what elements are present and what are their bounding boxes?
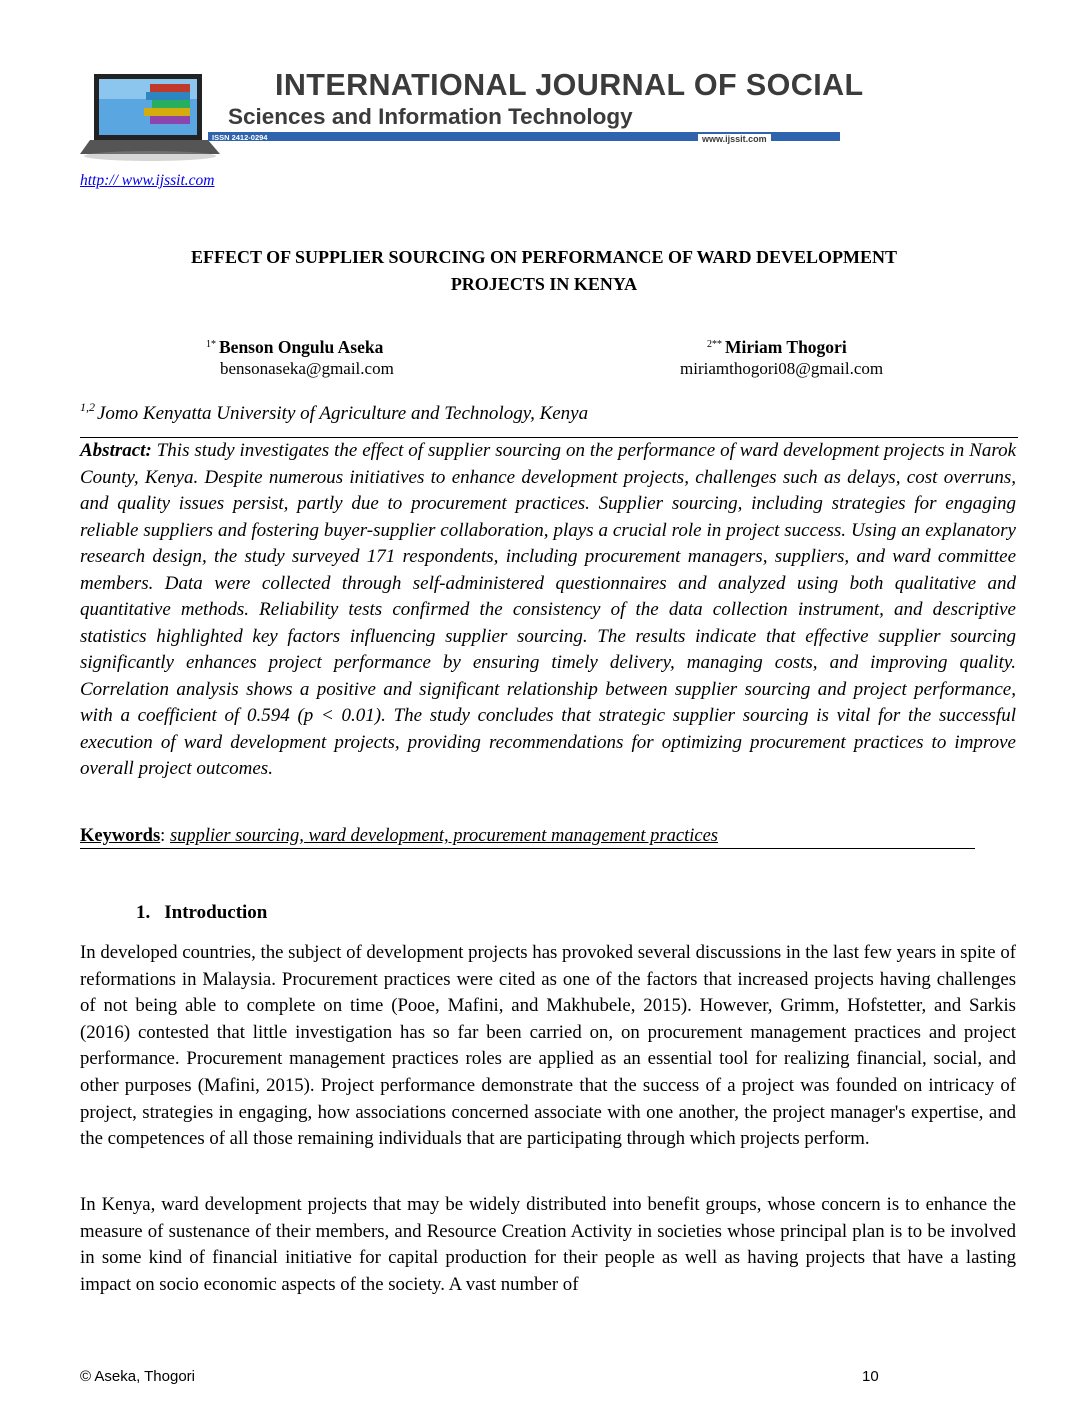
journal-site-link[interactable]: http:// www.ijssit.com	[80, 172, 215, 189]
abstract-text: This study investigates the effect of supplier sourcing on the performance of ward development projects in Narok County, Kenya. Despite numerous initiatives to enhance development projects, challenges such as delays, cost overruns, and quality issues persist, partly due to procurement practices. Supplier sourcing, including strategies for engaging reliable suppliers and fostering buyer-supplier collaboration, plays a crucial role in project success. Using an explanatory research design, the study surveyed 171 respondents, including procurement managers, suppliers, and ward committee members. Data were collected through self-administered questionnaires and analyzed using both qualitative and quantitative methods. Reliability tests confirmed the consistency of the data collection instrument, and descriptive statistics highlighted key factors influencing supplier sourcing. The results indicate that effective supplier sourcing significantly enhances project performance by ensuring timely delivery, managing costs, and improving quality. Correlation analysis shows a positive and significant relationship between supplier sourcing and project performance, with a coefficient of 0.594 (p < 0.01). The study concludes that strategic supplier sourcing is vital for the successful execution of ward development projects, providing recommendations for optimizing procurement practices to improve overall project outcomes.	[80, 440, 1016, 779]
footer-page-number: 10	[862, 1368, 879, 1385]
author-1-email: bensonaseka@gmail.com	[220, 359, 394, 378]
section-number: 1.	[136, 902, 151, 923]
affiliation-mark: 1,2	[80, 400, 95, 414]
keywords-colon: :	[160, 826, 170, 846]
journal-banner-logo	[80, 62, 864, 170]
section-title: Introduction	[164, 902, 268, 923]
keywords	[80, 824, 975, 849]
abstract-colon: :	[145, 440, 152, 461]
paper-title	[80, 244, 1008, 298]
paper-title-line-1: EFFECT OF SUPPLIER SOURCING ON PERFORMANCE OF WARD DEVELOPMENT	[190, 247, 898, 267]
author-1-name: Benson Ongulu Aseka	[219, 337, 384, 357]
laptop-books-icon	[80, 70, 220, 166]
journal-title-line-1: INTERNATIONAL JOURNAL OF SOCIAL	[275, 68, 864, 102]
journal-issn: ISSN 2412-0294	[212, 133, 268, 142]
author-1	[206, 336, 383, 358]
affiliation-text: Jomo Kenyatta University of Agriculture and Technology, Kenya	[97, 403, 589, 424]
journal-website: www.ijssit.com	[698, 134, 771, 144]
author-2	[707, 336, 847, 358]
author-1-mark: 1*	[206, 339, 216, 350]
journal-title-line-2: Sciences and Information Technology	[228, 104, 633, 129]
footer-copyright: © Aseka, Thogori	[80, 1368, 196, 1385]
author-2-email: miriamthogori08@gmail.com	[680, 359, 884, 378]
affiliation	[80, 400, 589, 425]
author-2-name: Miriam Thogori	[725, 337, 847, 357]
author-2-mark: 2**	[707, 339, 722, 350]
section-heading-introduction	[136, 902, 267, 924]
paper-title-line-2: PROJECTS IN KENYA	[450, 274, 638, 294]
body-paragraph-1: In developed countries, the subject of development projects has provoked several discussions in the last few years in spite of reformations in Malaysia. Procurement practices were cited as one of the factors that increased projects having challenges of not being able to complete on time (Pooe, Mafini, and Makhubele, 2015). However, Grimm, Hofstetter, and Sarkis (2016) contested that little investigation has so far been carried on, on procurement management practices and project performance. Procurement management practices roles are applied as an essential tool for realizing financial, social, and other purposes (Mafini, 2015). Project performance demonstrate that the success of a project was founded on intricacy of project, strategies in engaging, how associations concerned associate with one another, the project manager's expertise, and the competences of all those remaining individuals that are participating through which projects perform.	[80, 942, 1016, 1150]
body-paragraph-2: In Kenya, ward development projects that may be widely distributed into benefit groups, whose concern is to enhance the measure of sustenance of their members, and Resource Creation Activity in societies whose principal plan is to be involved in some kind of financial initiative for capital production for their people as well as having projects that have a lasting impact on socio economic aspects of the society. A vast number of	[80, 1194, 1016, 1295]
abstract	[80, 438, 1016, 783]
abstract-label: Abstract	[80, 440, 146, 461]
keywords-label: Keywords	[80, 826, 161, 846]
keywords-text: supplier sourcing, ward development, procurement management practices	[169, 826, 718, 846]
